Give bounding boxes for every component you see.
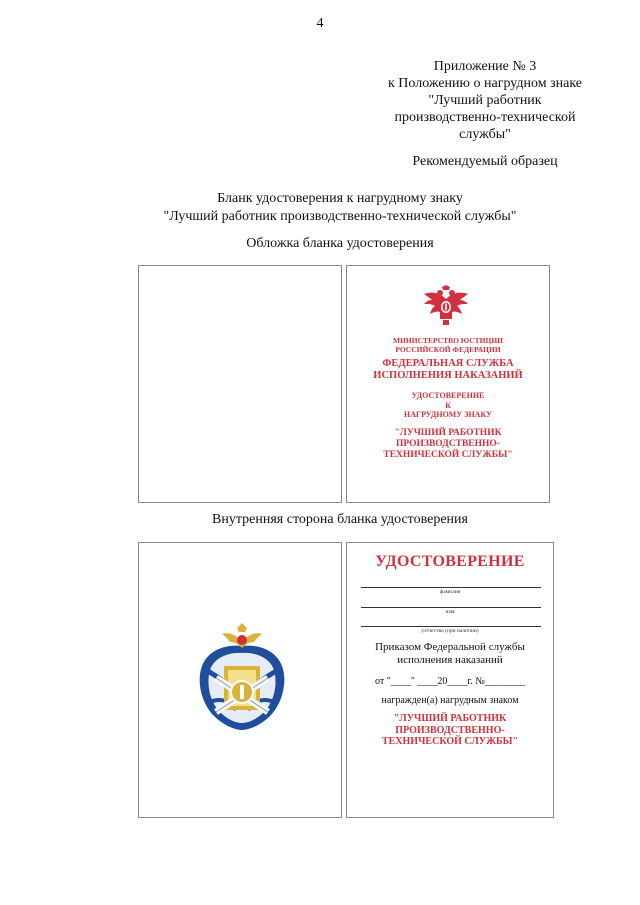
ministry-line: РОССИЙСКОЙ ФЕДЕРАЦИИ <box>395 345 501 354</box>
name-hint: имя <box>445 609 455 615</box>
sample-label: Рекомендуемый образец <box>412 154 558 169</box>
patronymic-line <box>361 626 541 627</box>
cert-line: НАГРУДНОМУ ЗНАКУ <box>404 410 492 419</box>
surname-line <box>361 587 541 588</box>
order-line: Приказом Федеральной службы <box>375 641 525 653</box>
award-badge-icon <box>196 620 288 734</box>
double-headed-eagle-icon <box>422 285 470 327</box>
cert-line: К <box>445 400 451 410</box>
surname-hint: фамилия <box>439 589 461 595</box>
blank-title-line: Бланк удостоверения к нагрудному знаку <box>217 191 463 206</box>
service-line: ФЕДЕРАЛЬНАЯ СЛУЖБА <box>382 358 514 369</box>
award-line: ПРОИЗВОДСТВЕННО- <box>395 724 505 736</box>
order-text <box>347 641 553 667</box>
award-line: ПРОИЗВОДСТВЕННО- <box>396 439 500 449</box>
award-line: ТЕХНИЧЕСКОЙ СЛУЖБЫ" <box>383 450 513 460</box>
order-date-line: от "____" ____20____г. №________ <box>375 676 525 687</box>
cover-certificate-label <box>347 391 549 420</box>
award-line: ТЕХНИЧЕСКОЙ СЛУЖБЫ" <box>381 736 519 747</box>
patronymic-hint: (отчество (при наличии) <box>421 628 479 634</box>
ministry-text <box>347 336 549 354</box>
cert-line: УДОСТОВЕРЕНИЕ <box>411 391 485 400</box>
blank-title-line: "Лучший работник производственно-технической службы" <box>163 209 517 224</box>
blank-title <box>100 190 580 226</box>
appendix-line: службы" <box>459 127 511 142</box>
order-line: исполнения наказаний <box>397 654 503 666</box>
awarded-line: награжден(а) нагрудным знаком <box>381 695 519 706</box>
appendix-line: к Положению о нагрудном знаке <box>387 76 582 91</box>
cover-back-panel <box>138 265 342 503</box>
inner-right-panel <box>346 542 554 818</box>
certificate-title: УДОСТОВЕРЕНИЕ <box>375 553 525 570</box>
cover-award-title <box>347 428 549 461</box>
appendix-line: производственно-технической <box>394 110 576 125</box>
inner-caption: Внутренняя сторона бланка удостоверения <box>212 512 468 527</box>
appendix-header <box>360 58 610 143</box>
appendix-line: "Лучший работник <box>428 93 542 108</box>
award-line: "ЛУЧШИЙ РАБОТНИК <box>394 428 502 438</box>
award-line: "ЛУЧШИЙ РАБОТНИК <box>393 713 507 724</box>
service-line: ИСПОЛНЕНИЯ НАКАЗАНИЙ <box>373 370 523 381</box>
service-name <box>347 358 549 382</box>
ministry-line: МИНИСТЕРСТВО ЮСТИЦИИ <box>392 336 503 345</box>
inner-award-title <box>347 713 553 748</box>
cover-caption: Обложка бланка удостоверения <box>246 236 434 251</box>
appendix-line: Приложение № 3 <box>433 59 537 74</box>
page-number: 4 <box>316 16 324 31</box>
name-line <box>361 607 541 608</box>
